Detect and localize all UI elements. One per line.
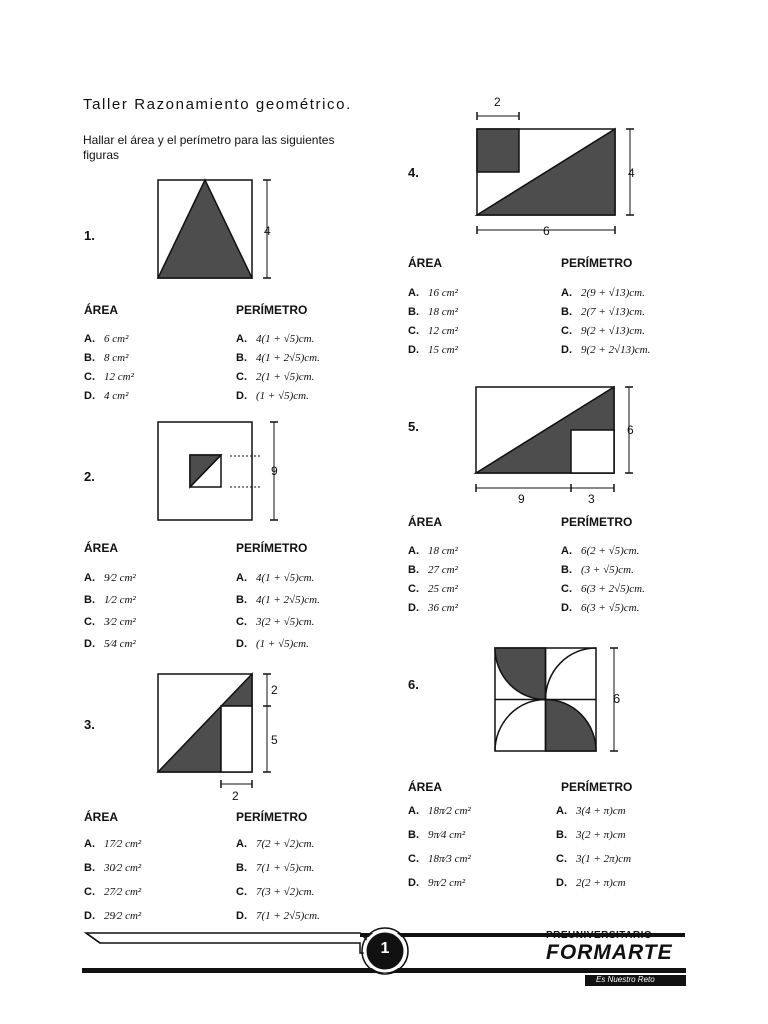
option-letter: D. — [408, 602, 419, 614]
problem-6-number: 6. — [408, 677, 419, 692]
dim-5-bottom-left: 9 — [518, 492, 525, 506]
option-value: (1 + √5)cm. — [256, 638, 309, 650]
problem-4-perimeter-option — [561, 325, 645, 337]
problem-6-perimeter-option — [556, 805, 626, 817]
option-letter: D. — [84, 638, 95, 650]
option-letter: C. — [236, 371, 247, 383]
perimeter-header-3: PERÍMETRO — [236, 810, 308, 824]
option-value: 6 cm² — [104, 333, 129, 345]
dim-5-side: 6 — [627, 423, 634, 437]
option-value: 7(1 + 2√5)cm. — [256, 910, 320, 922]
problem-3-area-option — [84, 910, 141, 922]
dim-4-bottom: 6 — [543, 224, 550, 238]
option-letter: A. — [84, 838, 95, 850]
option-value: 7(1 + √5)cm. — [256, 862, 315, 874]
option-value: 27 cm² — [428, 564, 458, 576]
problem-6-area-option — [408, 853, 471, 865]
problem-2-number: 2. — [84, 469, 95, 484]
problem-2-area-option — [84, 616, 136, 628]
option-letter: D. — [561, 344, 572, 356]
problem-6-perimeter-option — [556, 877, 626, 889]
dim-3-side: 5 — [271, 733, 278, 747]
problem-3-perimeter-option — [236, 910, 320, 922]
instructions: Hallar el área y el perímetro para las siguientes figuras — [83, 133, 335, 162]
problem-4-area-option — [408, 306, 458, 318]
problem-1-perimeter-option — [236, 333, 314, 345]
problem-3-perimeter-option — [236, 838, 314, 850]
option-letter: A. — [84, 333, 95, 345]
option-value: 6(3 + 2√5)cm. — [581, 583, 645, 595]
option-letter: B. — [408, 829, 419, 841]
figure-2 — [158, 422, 278, 520]
option-value: 18 cm² — [428, 306, 458, 318]
problem-3-area-option — [84, 862, 141, 874]
dim-4-top: 2 — [494, 95, 501, 109]
option-value: (1 + √5)cm. — [256, 390, 309, 402]
problem-5-perimeter-option — [561, 583, 645, 595]
option-value: 4(1 + 2√5)cm. — [256, 352, 320, 364]
option-value: 18π⁄2 cm² — [428, 805, 471, 817]
problem-2-perimeter-option — [236, 616, 314, 628]
option-value: 4(1 + √5)cm. — [256, 572, 315, 584]
problem-6-perimeter-option — [556, 829, 626, 841]
option-value: 7(3 + √2)cm. — [256, 886, 315, 898]
option-value: 25 cm² — [428, 583, 458, 595]
option-letter: B. — [561, 306, 572, 318]
option-value: 27⁄2 cm² — [104, 886, 142, 898]
area-header-1: ÁREA — [84, 303, 119, 317]
option-letter: B. — [236, 594, 247, 606]
option-letter: C. — [561, 325, 572, 337]
figure-4 — [477, 112, 634, 234]
option-letter: B. — [84, 352, 95, 364]
problem-1-area-option — [84, 333, 128, 345]
problem-3-area-option — [84, 838, 141, 850]
option-value: 9⁄2 cm² — [104, 572, 136, 584]
problem-3-perimeter-option — [236, 886, 314, 898]
option-letter: A. — [408, 545, 419, 557]
option-value: 6(2 + √5)cm. — [581, 545, 640, 557]
dim-6-side: 6 — [613, 691, 621, 706]
option-value: 12 cm² — [104, 371, 134, 383]
option-value: 4(1 + 2√5)cm. — [256, 594, 320, 606]
option-value: 2(1 + √5)cm. — [256, 371, 315, 383]
option-value: 2(9 + √13)cm. — [581, 287, 645, 299]
option-value: 29⁄2 cm² — [104, 910, 142, 922]
option-value: 9(2 + √13)cm. — [581, 325, 645, 337]
problem-1-area-option — [84, 352, 128, 364]
option-letter: A. — [556, 805, 567, 817]
dim-4-side: 4 — [628, 166, 635, 180]
brand-slogan: Es Nuestro Reto — [596, 975, 655, 984]
option-letter: D. — [236, 910, 247, 922]
option-value: 3(1 + 2π)cm — [576, 853, 632, 865]
problem-5-perimeter-option — [561, 545, 639, 557]
figure-5 — [476, 387, 633, 492]
problem-3-perimeter-option — [236, 862, 314, 874]
option-value: 15 cm² — [428, 344, 458, 356]
option-value: 4(1 + √5)cm. — [256, 333, 315, 345]
option-letter: A. — [561, 287, 572, 299]
option-letter: B. — [408, 306, 419, 318]
problem-4-area-option — [408, 344, 458, 356]
problem-4-perimeter-option — [561, 344, 650, 356]
problem-1-area-option — [84, 390, 128, 402]
problem-2-area-option — [84, 594, 136, 606]
problem-5-area-option — [408, 564, 458, 576]
problem-1-perimeter-option — [236, 371, 314, 383]
problem-5-area-option — [408, 583, 458, 595]
option-letter: D. — [408, 344, 419, 356]
option-value: 18π⁄3 cm² — [428, 853, 471, 865]
dim-2-side: 9 — [271, 464, 278, 478]
option-letter: A. — [236, 572, 247, 584]
problem-6-area-option — [408, 829, 465, 841]
area-header-3: ÁREA — [84, 810, 119, 824]
problem-4-perimeter-option — [561, 306, 645, 318]
option-value: 2(7 + √13)cm. — [581, 306, 645, 318]
problem-3-number: 3. — [84, 717, 95, 732]
option-letter: A. — [84, 572, 95, 584]
option-value: 3(4 + π)cm — [576, 805, 626, 817]
option-letter: D. — [236, 390, 247, 402]
problem-2-area-option — [84, 572, 136, 584]
problem-1-area-option — [84, 371, 134, 383]
option-value: 18 cm² — [428, 545, 458, 557]
option-letter: C. — [556, 853, 567, 865]
option-letter: A. — [561, 545, 572, 557]
problem-1-perimeter-option — [236, 390, 309, 402]
problem-4-number: 4. — [408, 165, 419, 180]
option-letter: B. — [408, 564, 419, 576]
option-value: 2(2 + π)cm — [576, 877, 626, 889]
option-value: (3 + √5)cm. — [581, 564, 634, 576]
problem-5-perimeter-option — [561, 602, 639, 614]
option-letter: C. — [408, 325, 419, 337]
area-header-4: ÁREA — [408, 256, 443, 270]
option-value: 3(2 + √5)cm. — [256, 616, 315, 628]
problem-2-perimeter-option — [236, 638, 309, 650]
option-letter: C. — [236, 616, 247, 628]
problem-2-area-option — [84, 638, 136, 650]
option-letter: A. — [408, 805, 419, 817]
option-value: 30⁄2 cm² — [104, 862, 142, 874]
option-letter: D. — [561, 602, 572, 614]
option-letter: D. — [408, 877, 419, 889]
problem-2-perimeter-option — [236, 594, 320, 606]
problem-4-area-option — [408, 325, 458, 337]
option-letter: C. — [84, 371, 95, 383]
option-letter: C. — [84, 886, 95, 898]
figure-6 — [495, 648, 621, 751]
option-letter: D. — [84, 910, 95, 922]
problem-4-area-option — [408, 287, 458, 299]
problem-6-area-option — [408, 877, 465, 889]
option-value: 7(2 + √2)cm. — [256, 838, 315, 850]
option-letter: D. — [556, 877, 567, 889]
option-value: 1⁄2 cm² — [104, 594, 136, 606]
option-letter: A. — [236, 333, 247, 345]
option-value: 4 cm² — [104, 390, 129, 402]
option-letter: B. — [84, 862, 95, 874]
problem-1-number: 1. — [84, 228, 95, 243]
option-letter: A. — [408, 287, 419, 299]
problem-3-area-option — [84, 886, 141, 898]
option-letter: C. — [84, 616, 95, 628]
perimeter-header-6: PERÍMETRO — [561, 780, 633, 794]
option-value: 17⁄2 cm² — [104, 838, 142, 850]
option-value: 9π⁄4 cm² — [428, 829, 466, 841]
option-value: 9π⁄2 cm² — [428, 877, 466, 889]
perimeter-header-5: PERÍMETRO — [561, 515, 633, 529]
problem-5-number: 5. — [408, 419, 419, 434]
problem-2-perimeter-option — [236, 572, 314, 584]
area-header-6: ÁREA — [408, 780, 443, 794]
dim-1-side: 4 — [264, 224, 271, 238]
area-header-2: ÁREA — [84, 541, 119, 555]
option-letter: B. — [84, 594, 95, 606]
option-value: 12 cm² — [428, 325, 458, 337]
option-value: 36 cm² — [428, 602, 458, 614]
figure-1 — [158, 180, 271, 278]
option-letter: D. — [236, 638, 247, 650]
brand-logo: FORMARTE — [546, 941, 673, 964]
dim-5-bottom-right: 3 — [588, 492, 595, 506]
option-letter: C. — [408, 853, 419, 865]
option-value: 5⁄4 cm² — [104, 638, 136, 650]
problem-4-perimeter-option — [561, 287, 645, 299]
perimeter-header-4: PERÍMETRO — [561, 256, 633, 270]
problem-5-area-option — [408, 545, 458, 557]
option-letter: B. — [236, 862, 247, 874]
problem-1-perimeter-option — [236, 352, 320, 364]
option-letter: C. — [408, 583, 419, 595]
option-letter: B. — [556, 829, 567, 841]
page-title: Taller Razonamiento geométrico. — [83, 96, 352, 113]
option-value: 16 cm² — [428, 287, 458, 299]
area-header-5: ÁREA — [408, 515, 443, 529]
option-letter: C. — [561, 583, 572, 595]
perimeter-header-2: PERÍMETRO — [236, 541, 308, 555]
option-letter: A. — [236, 838, 247, 850]
option-value: 9(2 + 2√13)cm. — [581, 344, 651, 356]
page-number: 1 — [380, 940, 390, 957]
dim-3-bottom: 2 — [232, 789, 239, 803]
problem-5-area-option — [408, 602, 458, 614]
option-value: 8 cm² — [104, 352, 129, 364]
option-letter: B. — [236, 352, 247, 364]
option-value: 3(2 + π)cm — [576, 829, 626, 841]
problem-6-perimeter-option — [556, 853, 631, 865]
option-letter: C. — [236, 886, 247, 898]
option-value: 3⁄2 cm² — [104, 616, 136, 628]
dim-3-top: 2 — [271, 683, 278, 697]
problem-5-perimeter-option — [561, 564, 634, 576]
option-value: 6(3 + √5)cm. — [581, 602, 640, 614]
figure-3 — [158, 674, 271, 788]
option-letter: B. — [561, 564, 572, 576]
option-letter: D. — [84, 390, 95, 402]
brand-top: PREUNIVERSITARIO — [546, 930, 653, 941]
perimeter-header-1: PERÍMETRO — [236, 303, 308, 317]
problem-6-area-option — [408, 805, 471, 817]
